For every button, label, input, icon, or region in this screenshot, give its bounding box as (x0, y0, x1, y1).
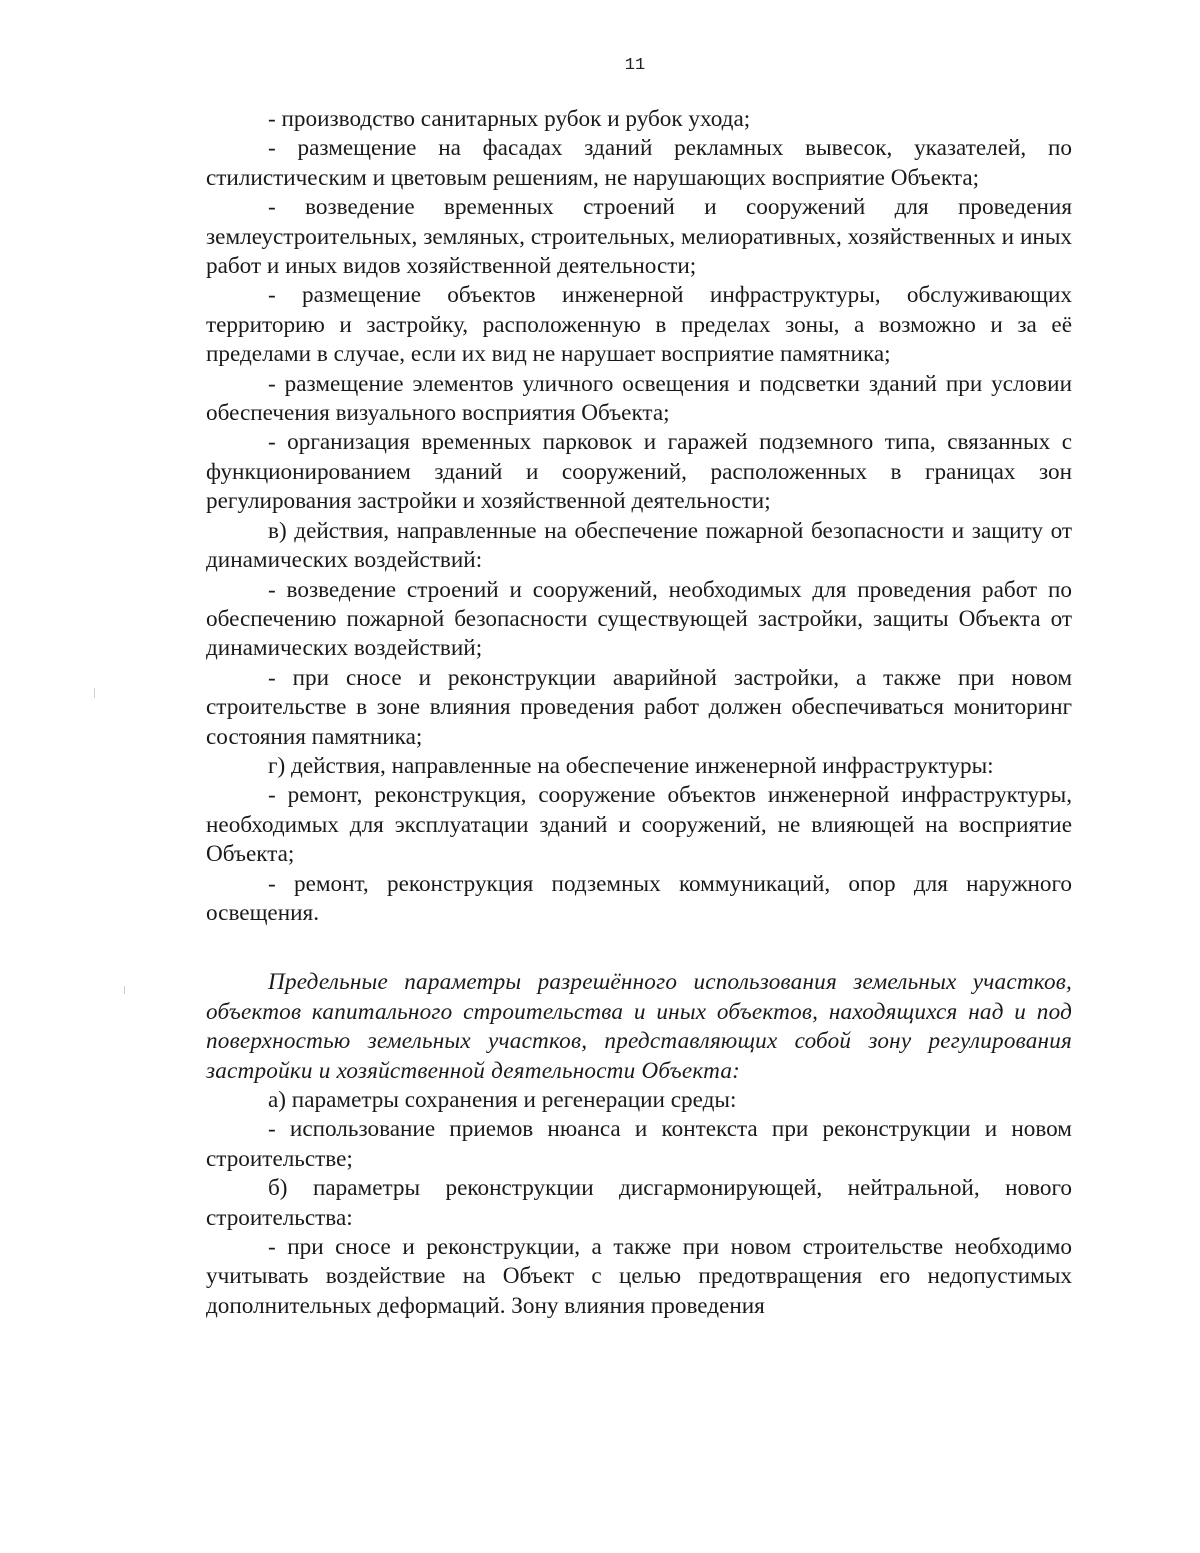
list-item: - при сносе и реконструкции, а также при новом строительстве необходимо учитывать воздействие на Объект с целью предотвращения его недопустимых дополнительных деформаций. Зону влияния проведения (206, 1234, 1072, 1319)
list-item: - производство санитарных рубок и рубок ухода; (268, 106, 751, 132)
subsection-heading: б) параметры реконструкции дисгармонирующей, нейтральной, нового строительства: (206, 1175, 1072, 1231)
section-spacer (206, 928, 1072, 968)
scan-artifact (124, 986, 125, 994)
subsection-heading: а) параметры сохранения и регенерации среды: (268, 1087, 737, 1113)
list-item: - размещение элементов уличного освещения и подсветки зданий при условии обеспечения визуального восприятия Объекта; (206, 370, 1072, 427)
page-number: 11 (624, 56, 646, 75)
list-item: - возведение временных строений и сооружений для проведения землеустроительных, земляных, строительных, мелиоративных, хозяйственных и иных работ и иных видов хозяйственной деятельности; (206, 194, 1072, 280)
subsection-heading: в) действия, направленные на обеспечение пожарной безопасности и защиту от динамических воздействий: (206, 517, 1072, 574)
list-item: - ремонт, реконструкция подземных коммуникаций, опор для наружного освещения. (206, 870, 1072, 926)
list-item: - размещение на фасадах зданий рекламных вывесок, указателей, по стилистическим и цветовым решениям, не нарушающих восприятие Объекта; (206, 135, 1072, 191)
list-item: - при сносе и реконструкции аварийной застройки, а также при новом строительстве в зоне влияния проведения работ должен обеспечиваться мониторинг состояния памятника; (206, 664, 1072, 750)
body-text (206, 105, 1072, 1321)
subsection-heading: г) действия, направленные на обеспечение инженерной инфраструктуры: (268, 752, 994, 779)
section-heading: Предельные параметры разрешённого использования земельных участков, объектов капитального строительства и иных объектов, находящихся над и под поверхностью земельных участков, представляющих собой зону регулирования застройки и хозяйственной деятельности Объекта: (206, 969, 1072, 1084)
list-item: - возведение строений и сооружений, необходимых для проведения работ по обеспечению пожарной безопасности существующей застройки, защиты Объекта от динамических воздействий; (206, 576, 1072, 662)
list-item: - использование приемов нюанса и контекста при реконструкции и новом строительстве; (206, 1116, 1072, 1172)
scan-artifact (94, 688, 95, 698)
list-item: - размещение объектов инженерной инфраструктуры, обслуживающих территорию и застройку, расположенную в пределах зоны, а возможно и за её пределами в случае, если их вид не нарушает восприятие памятника; (206, 282, 1072, 368)
list-item: - ремонт, реконструкция, сооружение объектов инженерной инфраструктуры, необходимых для эксплуатации зданий и сооружений, не влияющей на восприятие Объекта; (206, 782, 1072, 868)
list-item: - организация временных парковок и гаражей подземного типа, связанных с функционированием зданий и сооружений, расположенных в границах зон регулирования застройки и хозяйственной деятельности; (206, 429, 1072, 515)
